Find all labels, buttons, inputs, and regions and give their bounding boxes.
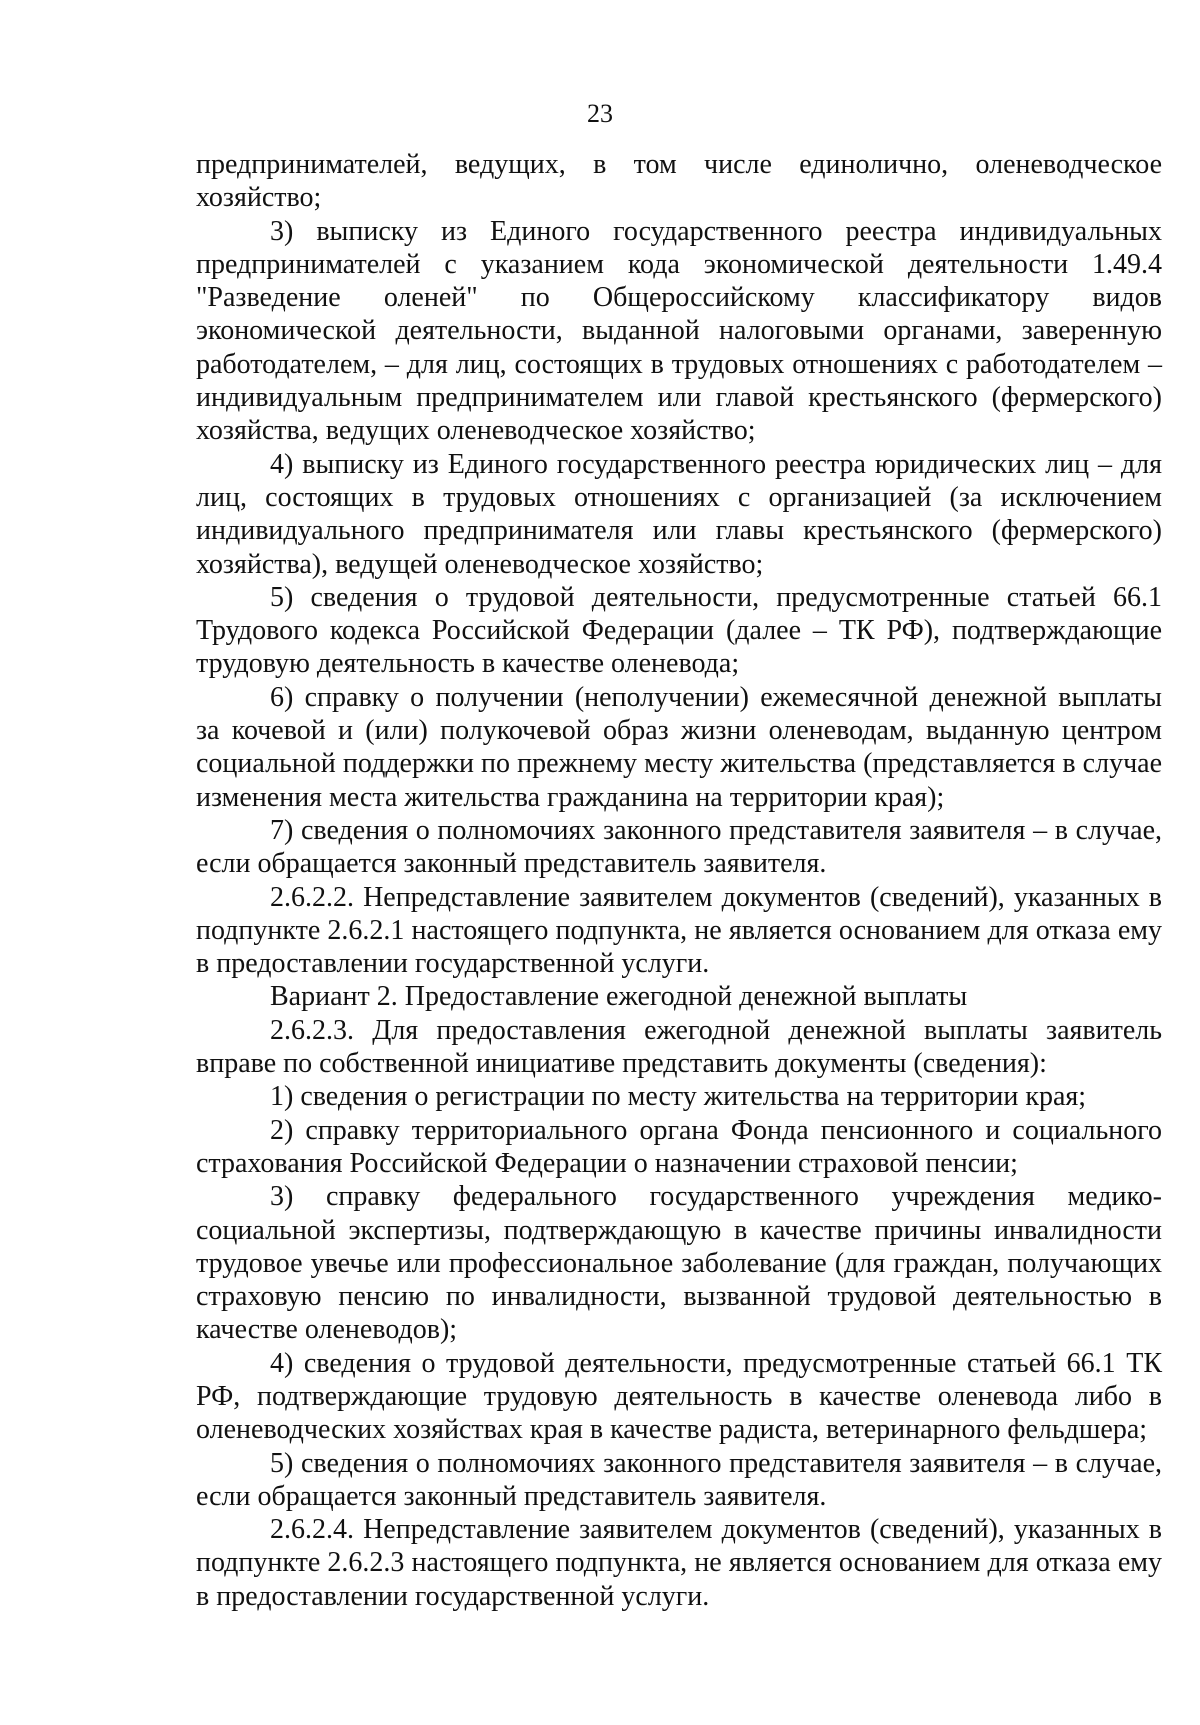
paragraph-item-4: 4) выписку из Единого государственного реестра юридических лиц – для лиц, состоящих в трудовых отношениях с организацией (за исключением индивидуального предпринимателя или главы крестьянского (фермерского) хозяйства), ведущей оленеводческое хозяйство; [196,448,1162,580]
paragraph-variant-2-item-2: 2) справку территориального органа Фонда пенсионного и социального страхования Российской Федерации о назначении страховой пенсии; [196,1114,1162,1179]
paragraph-item-6: 6) справку о получении (неполучении) ежемесячной денежной выплаты за кочевой и (или) полукочевой образ жизни оленеводам, выданную центром социальной поддержки по прежнему месту жительства (представляется в случае изменения места жительства гражданина на территории края); [196,681,1162,813]
paragraph-continuation: предпринимателей, ведущих, в том числе единолично, оленеводческое хозяйство; [196,149,1162,214]
paragraph-item-3: 3) выписку из Единого государственного реестра индивидуальных предпринимателей с указанием кода экономической деятельности 1.49.4 "Разведение оленей" по Общероссийскому классификатору видов экономической деятельности, выданной налоговыми органами, заверенную работодателем, – для лиц, состоящих в трудовых отношениях с работодателем – индивидуальным предпринимателем или главой крестьянского (фермерского) хозяйства, ведущих оленеводческое хозяйство; [196,215,1162,447]
page-number: 23 [587,99,613,128]
paragraph-variant-2-heading: Вариант 2. Предоставление ежегодной денежной выплаты [270,981,968,1013]
paragraph-2-6-2-2: 2.6.2.2. Непредставление заявителем документов (сведений), указанных в подпункте 2.6.2.1 настоящего подпункта, не является основанием для отказа ему в предоставлении государственной услуги. [196,881,1162,980]
paragraph-variant-2-item-3: 3) справку федерального государственного учреждения медико-социальной экспертизы, подтверждающую в качестве причины инвалидности трудовое увечье или профессиональное заболевание (для граждан, получающих страховую пенсию по инвалидности, вызванной трудовой деятельностью в качестве оленеводов); [196,1181,1162,1346]
paragraph-item-7: 7) сведения о полномочиях законного представителя заявителя – в случае, если обращается законный представитель заявителя. [196,814,1162,880]
paragraph-variant-2-item-1: 1) сведения о регистрации по месту жительства на территории края; [270,1081,1087,1113]
paragraph-2-6-2-3: 2.6.2.3. Для предоставления ежегодной денежной выплаты заявитель вправе по собственной инициативе представить документы (сведения): [196,1014,1162,1080]
document-body [196,148,1162,1613]
paragraph-item-5: 5) сведения о трудовой деятельности, предусмотренные статьей 66.1 Трудового кодекса Российской Федерации (далее – ТК РФ), подтверждающие трудовую деятельность в качестве оленевода; [196,581,1162,680]
paragraph-variant-2-item-5: 5) сведения о полномочиях законного представителя заявителя – в случае, если обращается законный представитель заявителя. [196,1447,1162,1512]
paragraph-variant-2-item-4: 4) сведения о трудовой деятельности, предусмотренные статьей 66.1 ТК РФ, подтверждающие трудовую деятельность в качестве оленевода либо в оленеводческих хозяйствах края в качестве радиста, ветеринарного фельдшера; [196,1347,1162,1446]
paragraph-2-6-2-4: 2.6.2.4. Непредставление заявителем документов (сведений), указанных в подпункте 2.6.2.3 настоящего подпункта, не является основанием для отказа ему в предоставлении государственной услуги. [196,1514,1162,1612]
